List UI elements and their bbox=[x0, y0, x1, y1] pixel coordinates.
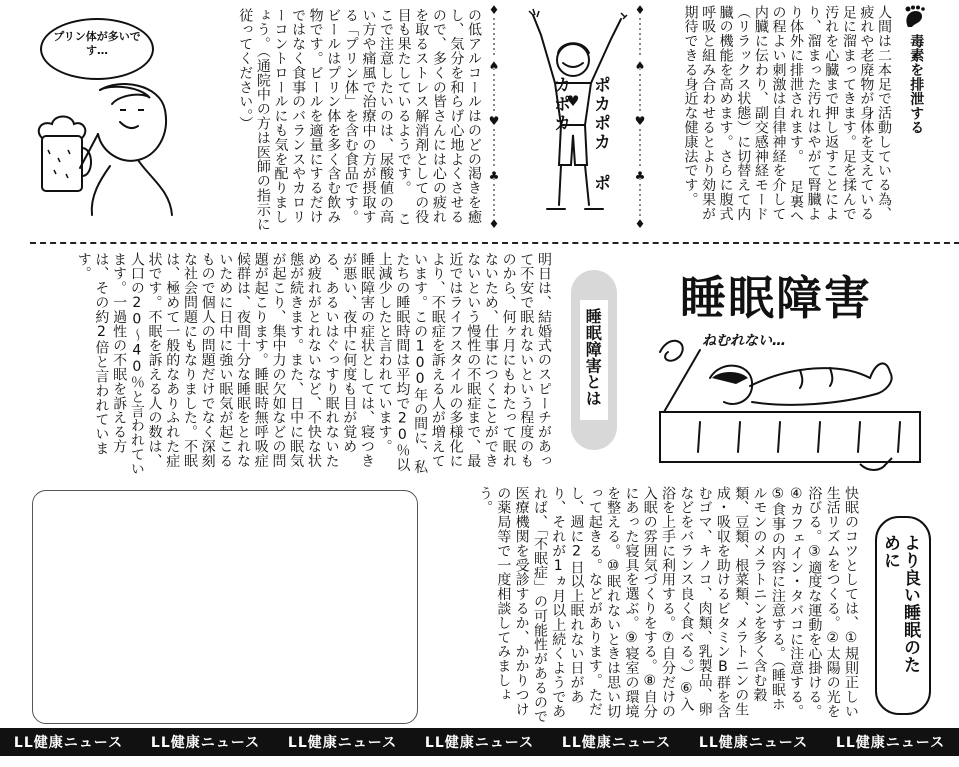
svg-text:♥: ♥ bbox=[634, 114, 646, 128]
svg-text:♠: ♠ bbox=[634, 59, 646, 73]
beer-text: の低アルコールはのどの渇きを癒し、気分を和らげ心地よくさせるので、多くの皆さんには心の疲れを取るストレス解消剤としての役目も果たしているようです。 ここで注意したいのは、尿酸値の高い方や痛風で治療中の方が摂取する「プリン体」を含む食品です。ビールはプリン体を多く含む飲み物です。ビールを適量にするだけではなく食事のバランスやカロリーコントロールにも気を配りましょう。（通院中の方は医師の指示に従ってください。） bbox=[237, 8, 482, 232]
footer-label: LL健康ニュース bbox=[150, 735, 261, 751]
sleeping-man-illustration bbox=[640, 322, 940, 477]
footer-label: LL健康ニュース bbox=[13, 735, 124, 751]
sleep-title: 睡眠障害 bbox=[680, 271, 872, 325]
footer-label: LL健康ニュース bbox=[835, 735, 946, 751]
svg-text:♦: ♦ bbox=[634, 3, 646, 17]
sleep-caption: ねむれない… bbox=[702, 333, 786, 349]
svg-text:♠: ♠ bbox=[488, 59, 500, 73]
footer-label: LL健康ニュース bbox=[424, 735, 535, 751]
detox-heading: 毒素を排泄する bbox=[908, 34, 925, 135]
svg-text:♦: ♦ bbox=[488, 3, 500, 17]
better-sleep-heading: より良い睡眠のために bbox=[880, 534, 920, 674]
footer-label: LL健康ニュース bbox=[561, 735, 672, 751]
speech-bubble-text: プリン体が多いです… bbox=[53, 30, 141, 57]
svg-text:♦: ♦ bbox=[634, 217, 646, 231]
section-divider bbox=[30, 242, 959, 244]
blank-notes-box bbox=[32, 490, 418, 724]
sleep-text: 明日は、結婚式のスピーチがあって不安で眠れないという程度のものから、何ヶ月にもわたって眠れないため、仕事につくことができないという慢性の不眠症まで、最近ではライフスタイルの多様化により、不眠症を訴える人が増えています。この100年の間に、私たちの睡眠時間は平均で20％以上減少したと言われています。 睡眠障害の症状としては、寝つきが悪い、夜中に何度も目が覚める、あるいはぐっすり眠れないため疲れがとれないなど、不快な状態が続きます。また、日中に眠気が起こり、集中力の欠如などの問題が起こります。睡眠時無呼吸症候群は、夜間十分な睡眠をとれないために日中に強い眠気が起こるもので個人の問題だけでなく深刻な社会問題にもなりました。不眠は、極めて一般的なありふれた症状です。不眠を訴える人の数は、人口の20〜40％と言われています。一過性の不眠を訴える方は、その約2倍と言われています。 bbox=[75, 252, 552, 476]
sleep-subheading: 睡眠障害とは bbox=[583, 308, 603, 407]
detox-text: 人間は二本足で活動している為、疲れや老廃物が身体を支えている足に溜まってきます。足を揉んで汚れを心臓まで押し返すことにより、溜まった汚れはやがて腎臓より体外に排泄されます。 足裏への程よい刺激は自律神経を介して内臓に伝わり、副交感神経モード（リラックス状態）に切替えて内臓の機能を高めます。さらに腹式呼吸と組み合わせるとより効果が期待できる身近な健康法です。 bbox=[682, 5, 892, 223]
beer-man-illustration bbox=[20, 70, 185, 220]
suit-divider-right bbox=[633, 0, 647, 235]
pokapoka-text: ポカポカ ポカポカ bbox=[550, 76, 610, 193]
footer-label: LL健康ニュース bbox=[698, 735, 809, 751]
svg-text:♣: ♣ bbox=[488, 169, 500, 183]
footer-label: LL健康ニュース bbox=[287, 735, 398, 751]
svg-text:♥: ♥ bbox=[488, 114, 500, 128]
svg-text:♦: ♦ bbox=[488, 217, 500, 231]
better-sleep-text: 快眠のコツとしては、①規則正しい生活リズムをつくる。②太陽の光を浴びる。③適度な運動を心掛ける。④カフェイン・タバコに注意する。⑤食事の内容に注意する。（睡眠ホルモンのメラトニンを多く含む穀類、豆類、根菜類、メラトニンの生成・吸収を助けるビタミンB群を含むゴマ、キノコ、肉類、乳製品、卵などをバランス良く食べる。）⑥入浴を上手に利用する。⑦自分だけの入眠の雰囲気づくりをする。⑧自分にあった寝具を選ぶ。⑨寝室の環境を整える。⑩眠れないときは思い切って起きる。などがあります。ただし、週に2日以上眠れない日があり、それが1ヵ月以上続くようであれば、「不眠症」の可能性があるので医療機関を受診するか、かかりつけの薬局等で一度相談してみましょう。 bbox=[477, 486, 859, 724]
suit-divider bbox=[487, 0, 501, 235]
footer-bar bbox=[0, 728, 959, 756]
svg-text:♣: ♣ bbox=[634, 169, 646, 183]
foot-icon bbox=[902, 5, 928, 31]
